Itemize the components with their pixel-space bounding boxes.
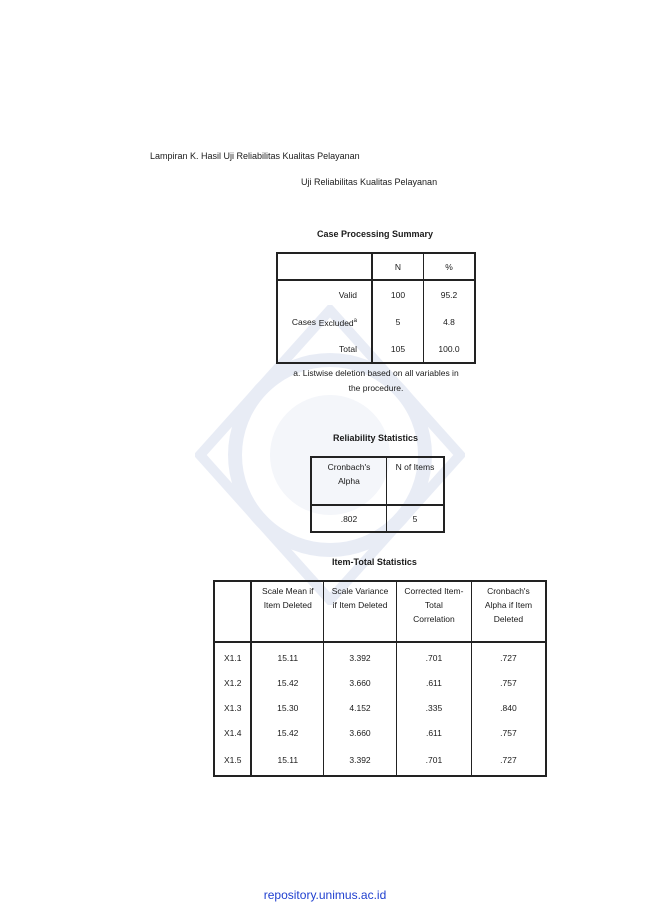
header-blank xyxy=(277,253,372,280)
footnote-line: the procedure. xyxy=(348,383,404,393)
section-title: Uji Reliabilitas Kualitas Pelayanan xyxy=(301,177,438,187)
cell-n: 105 xyxy=(372,335,424,363)
cases-label: Cases xyxy=(291,316,316,327)
cell-variance: 3.660 xyxy=(324,670,397,695)
header-line: Scale Mean if xyxy=(262,586,314,596)
row-label: Valid xyxy=(318,280,372,308)
cell-n: 5 xyxy=(372,308,424,335)
item-label: X1.3 xyxy=(214,695,251,720)
header-line: Alpha xyxy=(338,476,360,486)
item-label: X1.1 xyxy=(214,642,251,670)
header-line: if Item Deleted xyxy=(332,600,388,610)
item-label: X1.4 xyxy=(214,720,251,745)
cell-variance: 3.392 xyxy=(324,745,397,776)
cell-pct: 95.2 xyxy=(440,289,458,300)
table-row xyxy=(214,745,546,776)
header-line: Correlation xyxy=(413,614,455,624)
reliability-caption: Reliability Statistics xyxy=(333,433,419,443)
case-processing-table xyxy=(276,252,476,364)
header-line: Scale Variance xyxy=(331,586,389,596)
header-scale-mean xyxy=(251,581,323,642)
header-corrected-correlation xyxy=(396,581,471,642)
n-items-value: 5 xyxy=(412,513,418,524)
header-line: Total xyxy=(424,600,443,610)
table-row xyxy=(214,695,546,720)
row-label-text: Excluded xyxy=(318,317,354,328)
table-row xyxy=(214,670,546,695)
header-n: N xyxy=(372,253,424,280)
header-line: Deleted xyxy=(493,614,524,624)
header-scale-variance xyxy=(324,581,397,642)
cell-mean: 15.42 xyxy=(251,670,323,695)
header-pct: % xyxy=(424,253,476,280)
cell-alpha: .840 xyxy=(500,702,517,713)
cell-correlation: .701 xyxy=(396,745,471,776)
cell-variance: 3.392 xyxy=(324,642,397,670)
appendix-title: Lampiran K. Hasil Uji Reliabilitas Kualitas Pelayanan xyxy=(150,151,360,161)
header-n-items: N of Items xyxy=(387,457,445,505)
reliability-table xyxy=(310,456,445,533)
case-processing-caption: Case Processing Summary xyxy=(317,229,434,239)
item-total-caption: Item-Total Statistics xyxy=(332,557,417,567)
cell-alpha: .727 xyxy=(500,652,517,663)
cell-correlation: .701 xyxy=(396,642,471,670)
cell-alpha: .757 xyxy=(500,677,517,688)
table-row xyxy=(214,642,546,670)
alpha-value: .802 xyxy=(311,505,387,532)
footnote-line: a. Listwise deletion based on all variables in xyxy=(293,368,459,378)
cell-correlation: .611 xyxy=(396,670,471,695)
cell-n: 100 xyxy=(372,280,424,308)
cell-variance: 4.152 xyxy=(324,695,397,720)
cell-variance: 3.660 xyxy=(324,720,397,745)
case-processing-footnote xyxy=(276,366,476,396)
cell-alpha: .757 xyxy=(500,727,517,738)
row-label xyxy=(318,308,372,335)
row-label: Total xyxy=(318,335,372,363)
item-label: X1.5 xyxy=(214,745,251,776)
table-row xyxy=(277,280,475,308)
cell-correlation: .611 xyxy=(396,720,471,745)
item-label: X1.2 xyxy=(214,670,251,695)
header-line: Alpha if Item xyxy=(484,600,533,610)
cell-mean: 15.11 xyxy=(251,745,323,776)
cell-correlation: .335 xyxy=(396,695,471,720)
header-line: Cronbach's xyxy=(327,462,371,472)
cell-alpha: .727 xyxy=(500,755,517,765)
item-total-table xyxy=(213,580,547,777)
header-line: Corrected Item- xyxy=(404,586,464,596)
cell-pct: 4.8 xyxy=(443,316,455,327)
cell-mean: 15.30 xyxy=(251,695,323,720)
header-blank xyxy=(214,581,251,642)
footnote-marker: a xyxy=(353,317,357,324)
header-alpha-if-deleted xyxy=(471,581,546,642)
repository-footer-link[interactable]: repository.unimus.ac.id xyxy=(263,888,387,902)
header-alpha xyxy=(311,457,387,505)
header-line: Cronbach's xyxy=(487,586,530,596)
cell-mean: 15.11 xyxy=(251,642,323,670)
cell-pct: 100.0 xyxy=(438,343,460,354)
cell-mean: 15.42 xyxy=(251,720,323,745)
table-row xyxy=(214,720,546,745)
header-line: Item Deleted xyxy=(263,600,312,610)
